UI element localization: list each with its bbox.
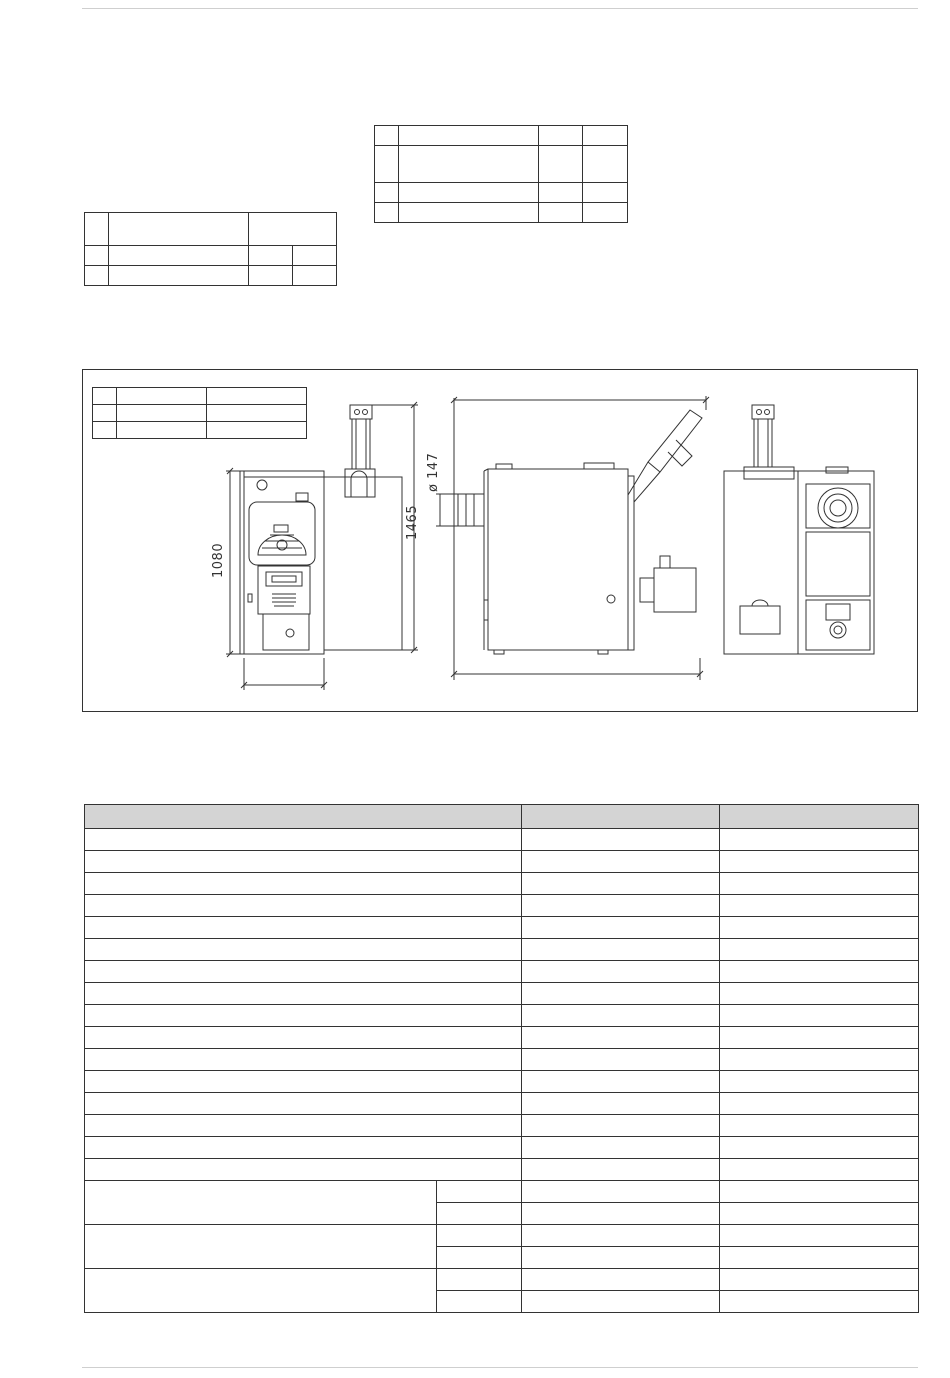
table-row <box>85 1269 919 1291</box>
table-row <box>85 1137 919 1159</box>
dimension-line-1080 <box>226 468 240 657</box>
table-row <box>85 851 919 873</box>
table-row <box>85 983 919 1005</box>
table-row <box>85 1115 919 1137</box>
specifications-table <box>84 804 919 1313</box>
dimension-line-side-depth <box>451 396 709 680</box>
dimension-line-flue <box>436 494 458 526</box>
bottom-rule <box>82 1367 918 1368</box>
table-row <box>85 1093 919 1115</box>
table-header-row <box>85 805 919 829</box>
table-row <box>85 1159 919 1181</box>
table-row <box>85 829 919 851</box>
flue-diameter-label: ø 147 <box>426 452 441 492</box>
table-row <box>85 1071 919 1093</box>
side-view <box>458 410 702 654</box>
dimension-line-front-width <box>241 658 327 690</box>
dimension-1465-label: 1465 <box>405 504 420 540</box>
table-row <box>85 939 919 961</box>
front-view <box>240 405 402 654</box>
table-row <box>85 873 919 895</box>
table-row <box>85 961 919 983</box>
table-row <box>85 1049 919 1071</box>
table-row <box>85 895 919 917</box>
dimension-1080-label: 1080 <box>211 542 226 578</box>
table-row <box>85 917 919 939</box>
table-row <box>85 1005 919 1027</box>
table-row <box>85 1027 919 1049</box>
rear-view <box>724 405 874 654</box>
table-row <box>85 1225 919 1247</box>
table-row <box>85 1181 919 1203</box>
